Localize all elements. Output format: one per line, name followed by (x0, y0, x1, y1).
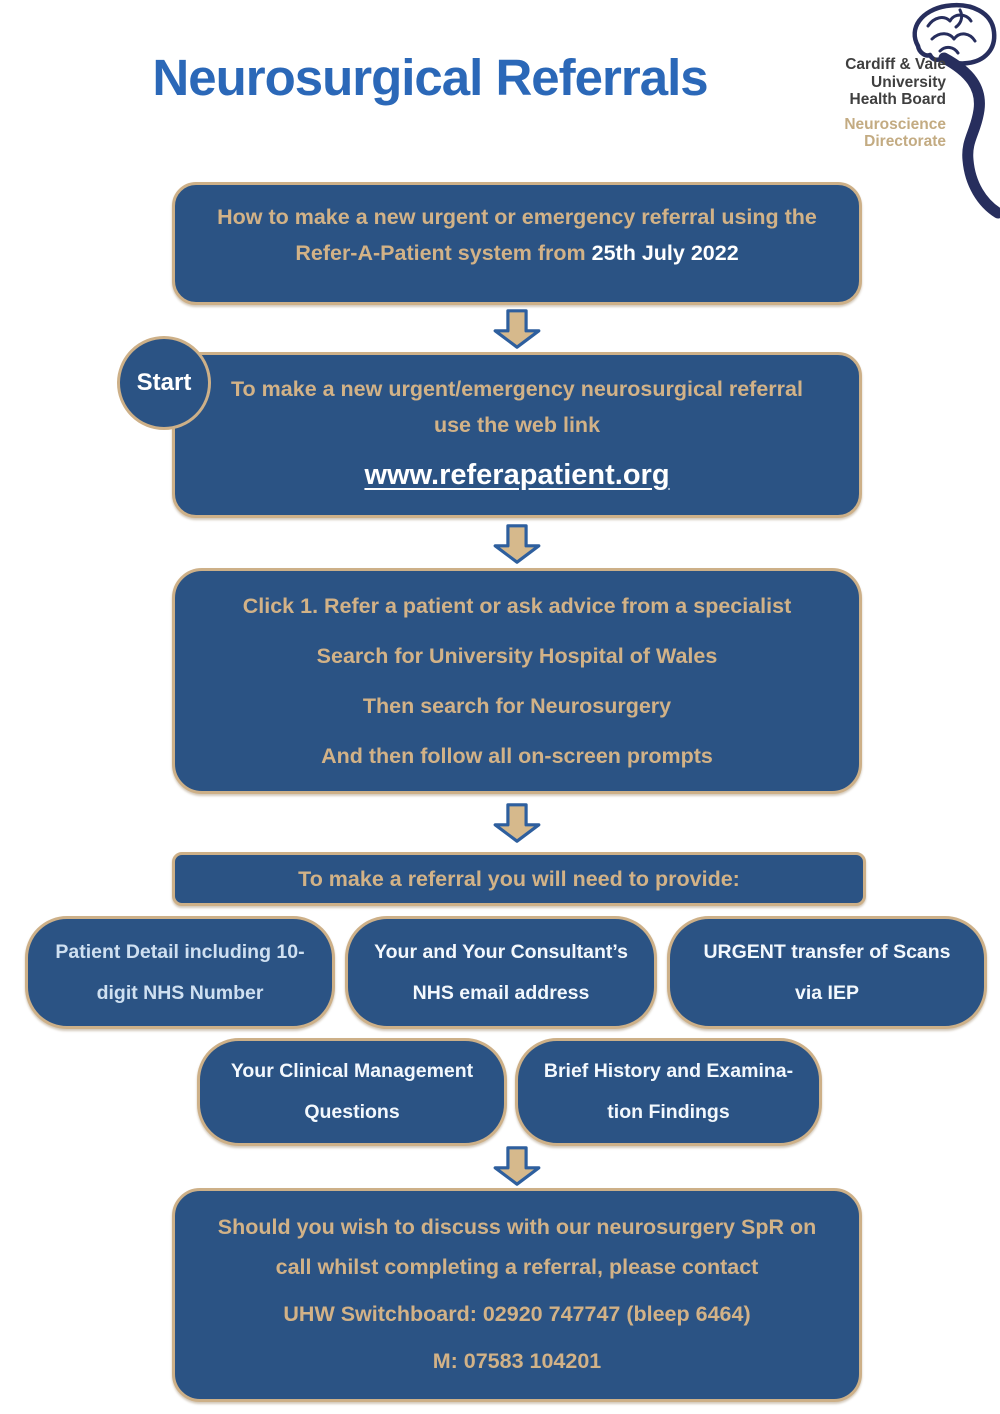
logo-org-line: Health Board (849, 91, 946, 108)
intro-box (172, 182, 862, 305)
requirement-nhs-email (345, 916, 657, 1029)
step-line-3: Then search for Neurosurgery (362, 694, 672, 718)
step-line-1: Click 1. Refer a patient or ask advice from a specialist (242, 594, 792, 618)
logo-text (844, 56, 946, 151)
weblink-line-1: To make a new urgent/emergency neurosurgical referral (231, 377, 803, 401)
intro-line-2 (295, 235, 738, 271)
refer-a-patient-link[interactable]: www.referapatient.org (364, 459, 670, 491)
weblink-line-2: use the web link (433, 413, 601, 437)
step-line-4: And then follow all on-screen prompts (321, 744, 713, 768)
down-arrow-icon (491, 803, 543, 843)
requirement-line: Brief History and Examina- (543, 1060, 794, 1082)
start-node (117, 336, 211, 430)
requirement-line: digit NHS Number (96, 981, 264, 1004)
contact-line-1: Should you wish to discuss with our neurosurgery SpR on (217, 1215, 817, 1239)
intro-line-1: How to make a new urgent or emergency referral using the (217, 205, 817, 229)
requirement-history-findings (515, 1038, 822, 1146)
down-arrow-icon (491, 1146, 543, 1186)
requirement-line: tion Findings (607, 1101, 730, 1123)
provide-header-label: To make a referral you will need to provide: (298, 867, 740, 891)
contact-line-2: call whilst completing a referral, please contact (275, 1255, 759, 1279)
switchboard-number: UHW Switchboard: 02920 747747 (bleep 6464) (283, 1302, 751, 1326)
requirement-line: Patient Detail including 10- (55, 940, 305, 963)
down-arrow-icon (491, 524, 543, 564)
mobile-number: M: 07583 104201 (432, 1349, 602, 1373)
weblink-box (172, 352, 862, 518)
step-line-2: Search for University Hospital of Wales (316, 644, 718, 668)
go-live-date: 25th July 2022 (591, 241, 739, 265)
logo-dept-line: Directorate (864, 133, 946, 150)
logo-org-line: Cardiff & Vale (845, 56, 946, 73)
requirement-line: NHS email address (412, 981, 590, 1004)
steps-box (172, 568, 862, 794)
contact-box (172, 1188, 862, 1402)
requirement-line: via IEP (795, 981, 859, 1004)
requirement-scan-transfer (667, 916, 987, 1029)
requirement-clinical-questions (197, 1038, 507, 1146)
provide-header-bar (172, 852, 866, 906)
intro-line-2-text: Refer-A-Patient system from (295, 241, 592, 265)
page-title: Neurosurgical Referrals (152, 49, 708, 106)
logo-org-line: University (871, 73, 946, 91)
down-arrow-icon (491, 309, 543, 349)
requirement-line: Your Clinical Management (230, 1060, 474, 1082)
requirement-line: URGENT transfer of Scans (703, 940, 951, 963)
requirement-line: Questions (304, 1101, 400, 1123)
requirement-line: Your and Your Consultant’s (374, 940, 628, 963)
logo-dept-line: Neuroscience (844, 115, 946, 133)
start-label: Start (136, 369, 192, 396)
requirement-patient-detail (25, 916, 335, 1029)
